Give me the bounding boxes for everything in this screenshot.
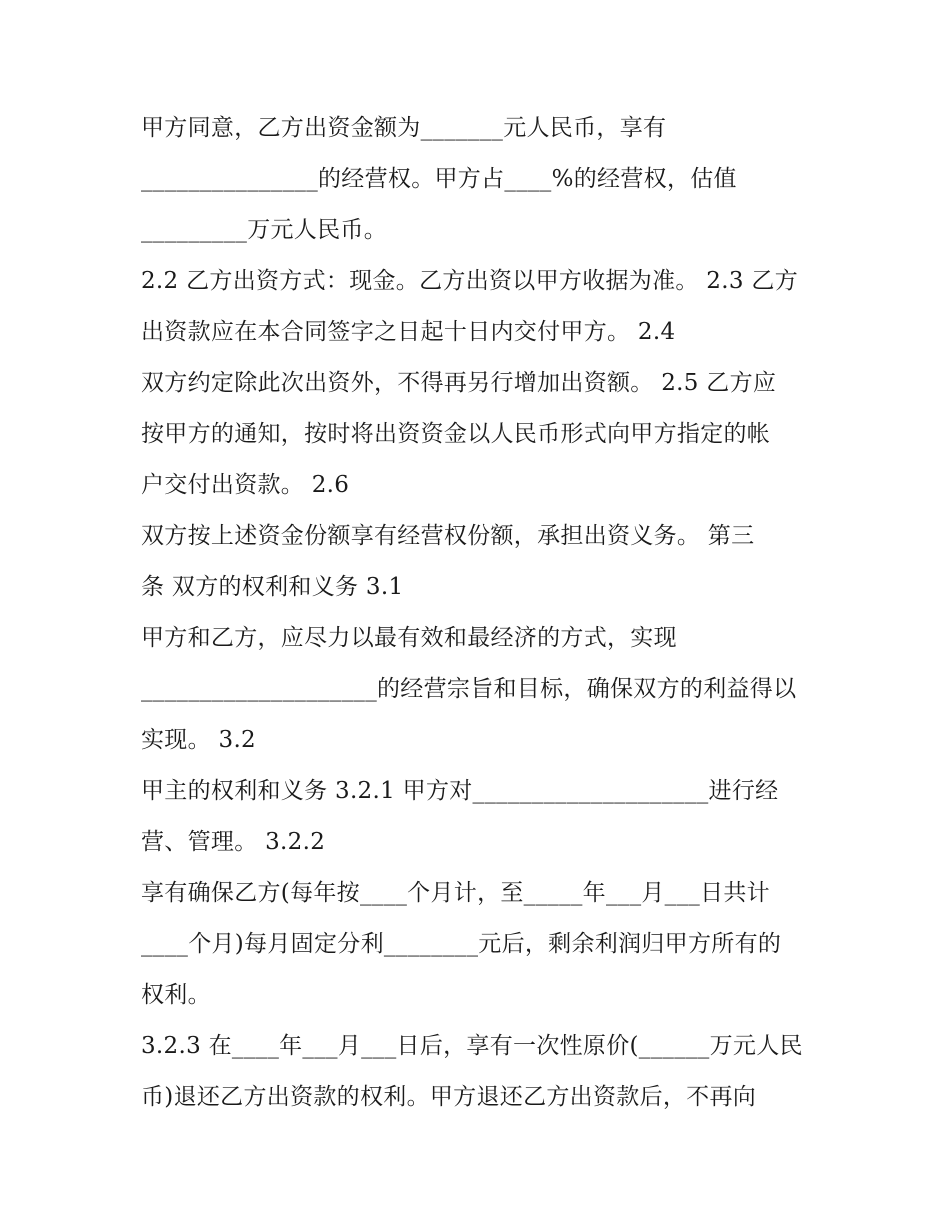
text-line: _______________的经营权。甲方占____%的经营权，估值: [141, 166, 737, 192]
text-line: 条 双方的权利和义务 3.1: [141, 574, 404, 600]
text-line: 户交付出资款。 2.6: [141, 472, 350, 498]
text-line: ____________________的经营宗旨和目标，确保双方的利益得以: [141, 676, 797, 702]
text-line: 3.2.3 在____年___月___日后，享有一次性原价(______万元人民: [141, 1033, 803, 1059]
document-body: [141, 103, 841, 1123]
text-line: 权利。: [141, 982, 211, 1008]
text-line: 按甲方的通知，按时将出资资金以人民币形式向甲方指定的帐: [141, 421, 771, 447]
text-line: 币)退还乙方出资款的权利。甲方退还乙方出资款后，不再向: [141, 1084, 757, 1110]
text-line: 出资款应在本合同签字之日起十日内交付甲方。 2.4: [141, 319, 676, 345]
text-line: 甲方和乙方，应尽力以最有效和最经济的方式，实现: [141, 625, 677, 651]
text-line: _________万元人民币。: [141, 217, 387, 243]
text-line: 营、管理。 3.2.2: [141, 829, 326, 855]
text-line: ____个月)每月固定分利________元后，剩余利润归甲方所有的: [141, 931, 782, 957]
text-line: 实现。 3.2: [141, 727, 256, 753]
text-line: 甲主的权利和义务 3.2.1 甲方对____________________进行经: [141, 778, 779, 804]
text-line: 双方按上述资金份额享有经营权份额，承担出资义务。 第三: [141, 523, 755, 549]
text-line: 双方约定除此次出资外，不得再另行增加出资额。 2.5 乙方应: [141, 370, 777, 396]
text-line: 享有确保乙方(每年按____个月计，至_____年___月___日共计: [141, 880, 770, 906]
text-line: 2.2 乙方出资方式：现金。乙方出资以甲方收据为准。 2.3 乙方: [141, 268, 798, 294]
text-line: 甲方同意，乙方出资金额为_______元人民币，享有: [141, 115, 667, 141]
